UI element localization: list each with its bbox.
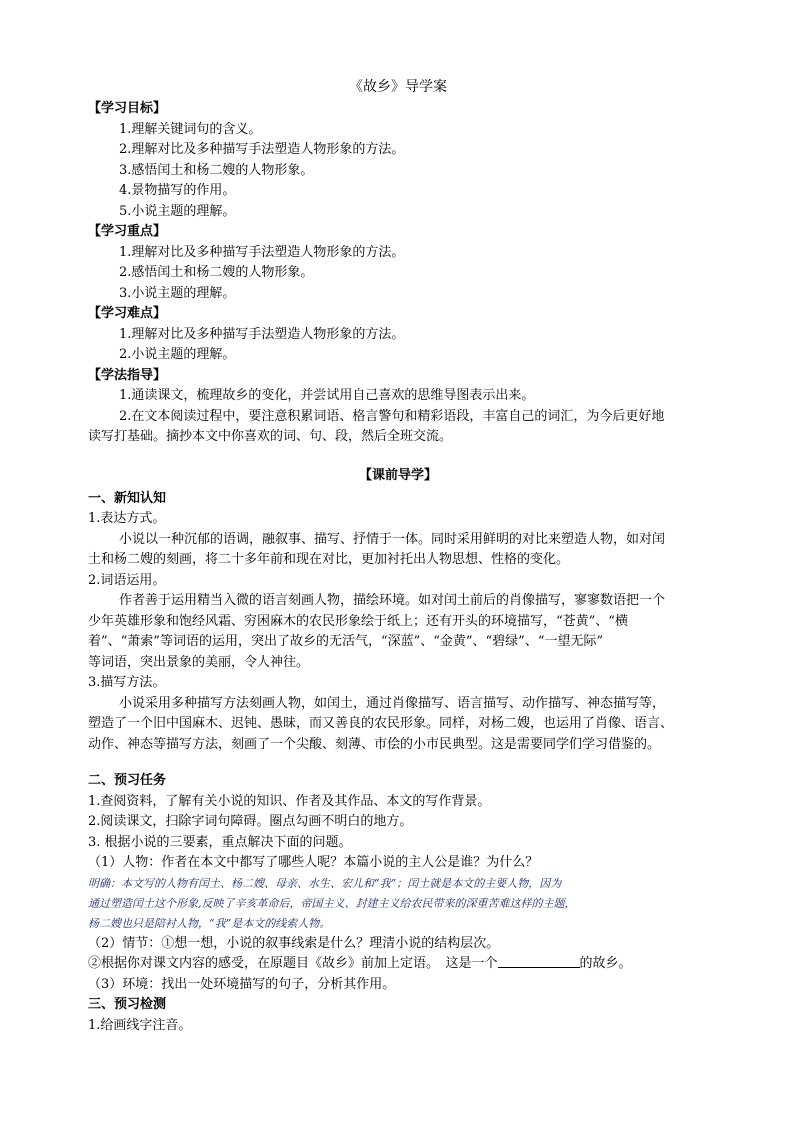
paragraph-line: 塑造了一个旧中国麻木、迟钝、愚昧，而又善良的农民形象。同样，对杨二嫂，也运用了肖像、语言、: [88, 716, 674, 731]
goal-item: 5.小说主题的理解。: [119, 203, 236, 219]
method-heading: 【学法指导】: [88, 367, 167, 383]
question-environment: （3）环境：找出一处环境描写的句子，分析其作用。: [88, 976, 396, 992]
goal-item: 1.理解关键词句的含义。: [119, 121, 262, 137]
question-plot-fill: [88, 954, 708, 975]
focus-item: 3.小说主题的理解。: [119, 285, 236, 301]
document-page: [88, 72, 708, 1036]
paragraph-line: 土和杨二嫂的刻画，将二十多年前和现在对比，更加衬托出人物思想、性格的变化。: [88, 552, 570, 567]
method-paragraph-2b: 读写打基础。摘抄本文中你喜欢的词、句、段，然后全班交流。: [88, 429, 453, 444]
section-2-heading: 二、预习任务: [88, 773, 167, 788]
difficulty-heading: 【学习难点】: [88, 306, 167, 321]
paragraph-line: 少年英雄形象和饱经风霜、穷困麻木的农民形象绘于纸上；还有开头的环境描写，“苍黄”、“横: [88, 613, 628, 629]
difficulty-item: 2.小说主题的理解。: [119, 347, 236, 362]
page-title: 《故乡》导学案: [349, 79, 447, 95]
item-wording: 2.词语运用。: [88, 572, 166, 588]
paragraph-line: 着”、“萧索”等词语的运用，突出了故乡的无活气，“深蓝”、“金黄”、“碧绿”、“一望无际”: [88, 634, 604, 649]
fill-suffix: 的故乡。: [579, 956, 632, 971]
goal-item: 4.景物描写的作用。: [119, 183, 236, 198]
paragraph-line: 动作、神态等描写方法，刻画了一个尖酸、刻薄、市侩的小市民典型。这是需要同学们学习借鉴的。: [88, 736, 661, 752]
paragraph-line: 小说采用多种描写方法刻画人物，如闰土，通过肖像描写、语言描写、动作描写、神态描写等，: [119, 695, 666, 711]
pre-study-heading: 【课前导学】: [358, 467, 437, 483]
paragraph-line: 作者善于运用精当入微的语言刻画人物，描绘环境。如对闰土前后的肖像描写，寥寥数语把一个: [119, 593, 666, 608]
answer-note-line: 通过塑造闰土这个形象,反映了辛亥革命后，帝国主义、封建主义给农民带来的深重苦难这样的主题，: [88, 896, 576, 910]
paragraph-line: 等词语，突出景象的美丽，令人神往。: [88, 654, 310, 670]
goals-heading: 【学习目标】: [88, 101, 167, 116]
section-3-heading: 三、预习检测: [88, 997, 167, 1012]
question-characters: （1）人物：作者在本文中都写了哪些人呢？本篇小说的主人公是谁？为什么？: [88, 855, 539, 870]
answer-note-line: 杨二嫂也只是陪衬人物，“我”是本文的线索人物。: [88, 916, 331, 930]
paragraph-line: 小说以一种沉郁的语调，融叙事、描写、抒情于一体。同时采用鲜明的对比来塑造人物，如对闰: [119, 531, 666, 547]
goal-item: 2.理解对比及多种描写手法塑造人物形象的方法。: [119, 142, 405, 157]
task-item: 1.查阅资料，了解有关小说的知识、作者及其作品、本文的写作背景。: [88, 793, 491, 809]
focus-item: 1.理解对比及多种描写手法塑造人物形象的方法。: [119, 244, 405, 260]
focus-heading: 【学习重点】: [88, 224, 167, 239]
task-item: 3. 根据小说的三要素，重点解决下面的问题。: [88, 834, 352, 850]
method-paragraph-2a: 2.在文本阅读过程中，要注意积累词语、格言警句和精彩语段，丰富自己的词汇，为今后更好地: [119, 408, 665, 424]
section-1-heading: 一、新知认知: [88, 490, 167, 506]
answer-note-line: 明确：本文写的人物有闰土、杨二嫂、母亲、水生、宏儿和“我”；闰土就是本文的主要人物，因为: [88, 876, 562, 890]
task-item: 2.阅读课文，扫除字词句障碍。圈点勾画不明白的地方。: [88, 814, 413, 829]
item-description: 3.描写方法。: [88, 675, 166, 690]
fill-prompt: ②根据你对课文内容的感受，在原题目《故乡》前加上定语。 这是一个: [88, 956, 498, 971]
goal-item: 3.感悟闰土和杨二嫂的人物形象。: [119, 162, 314, 178]
item-expression: 1.表达方式。: [88, 511, 166, 526]
question-plot: （2）情节：①想一想，小说的叙事线索是什么？理清小说的结构层次。: [88, 935, 500, 951]
difficulty-item: 1.理解对比及多种描写手法塑造人物形象的方法。: [119, 326, 405, 342]
focus-item: 2.感悟闰土和杨二嫂的人物形象。: [119, 265, 314, 280]
check-item: 1.给画线字注音。: [88, 1017, 192, 1033]
method-paragraph-1: 1.通读课文，梳理故乡的变化，并尝试用自己喜欢的思维导图表示出来。: [119, 388, 535, 403]
answer-blank[interactable]: [498, 954, 580, 968]
